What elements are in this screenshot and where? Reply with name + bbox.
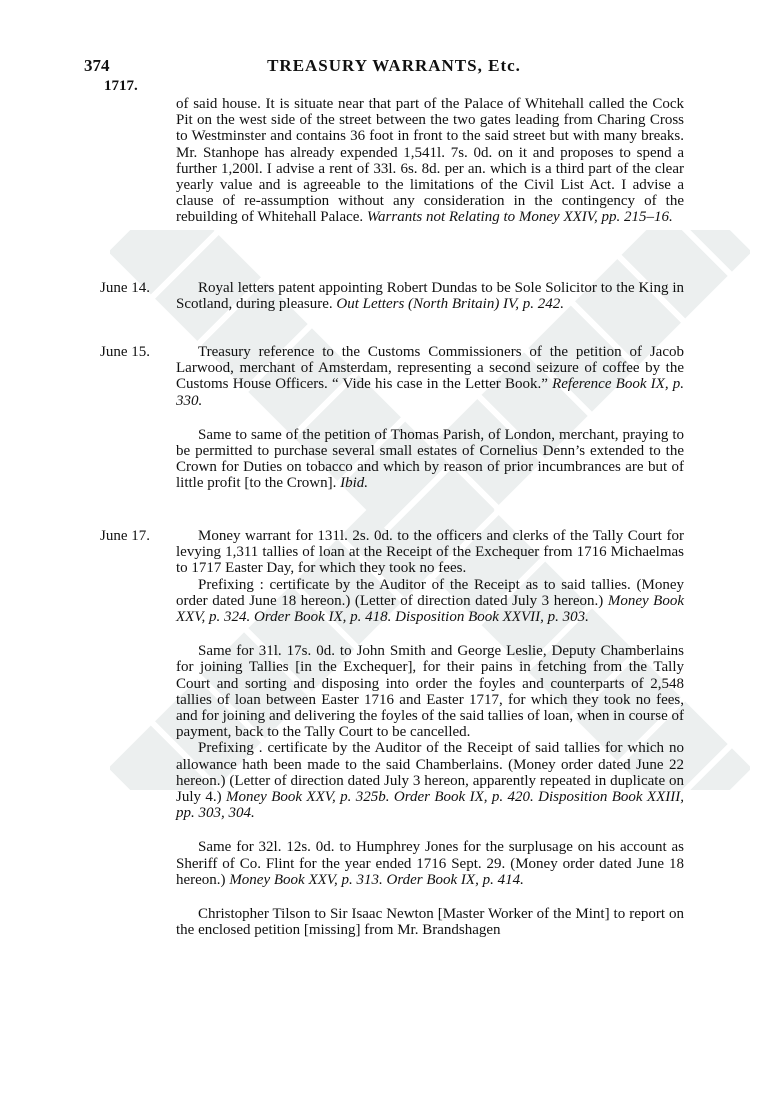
paragraph-text: Royal letters patent appointing Robert Dundas to be Sole Solicitor to the King in Scotland, during pleasure. [176,280,684,313]
paragraph [176,280,684,312]
paragraph [176,528,684,577]
entry-june-14 [100,280,684,312]
paragraph-reference: Money Book XXV, p. 325b. Order Book IX, p. 420. Disposition Book XXIII, pp. 303, 304. [176,789,684,822]
paragraph-text: Money warrant for 131l. 2s. 0d. to the officers and clerks of the Tally Court for levying 1,311 tallies of loan at the Receipt of the Exchequer from 1716 Michaelmas to 1717 Easter Day, for which they took no fees. [176,528,684,577]
paragraph-text: Treasury reference to the Customs Commissioners of the petition of Jacob Larwood, merchant of Amsterdam, representing a second seizure of coffee by the Customs House Officers. “ Vide his case in the Letter Book.” [176,344,684,393]
entry-body [176,280,684,312]
paragraph-reference: Warrants not Relating to Money XXIV, pp. 215–16. [366,209,673,226]
paragraph-text: Same for 31l. 17s. 0d. to John Smith and George Leslie, Deputy Chamberlains for joining Tallies [in the Exchequer], for their pains in fetching from the Tally Court and sorting and disposing into order the foyles and counterparts of 2,548 tallies of loan between Easter 1716 and Easter 1717, for which they took no fees, and for joining and delivering the foyles of the said tallies of loan, when in course of payment, back to the Tally Court to be cancelled. [176,643,684,741]
page-header [84,56,704,82]
paragraph [176,643,684,740]
paragraph-text: of said house. It is situate near that part of the Palace of Whitehall called the Cock Pit on the west side of the street between the two gates leading from Charing Cross to Westminster and contains 36 foot in front to the said street but with many breaks. Mr. Stanhope has already expended 1,541l. 7s. 0d. on it and proposes to spend a further 1,200l. I advise a rent of 33l. 6s. 8d. per an. which is a third part of the clear yearly value and is agreeable to the limitations of the Civil List Act. I advise a clause of re-assumption without any consideration in the contingency of the rebuilding of Whitehall Palace. [176,96,684,226]
paragraph [176,839,684,888]
entry-body [176,96,684,226]
year-marker: 1717. [104,78,138,94]
entry-continuation [100,96,684,226]
entry-date: June 14. [100,280,150,296]
entry-date: June 17. [100,528,150,544]
paragraph [176,427,684,492]
paragraph-reference: Money Book XXV, p. 313. Order Book IX, p. 414. [229,871,524,888]
paragraph-reference: Money Book XXV, p. 324. Order Book IX, p. 418. Disposition Book XXVII, p. 303. [176,592,684,626]
paragraph [176,96,684,226]
prefixing-paragraph [176,577,684,626]
entry-body [176,344,684,492]
paragraph-reference: Out Letters (North Britain) IV, p. 242. [336,296,565,313]
entry-june-15 [100,344,684,492]
page-number: 374 [84,56,110,75]
running-title: TREASURY WARRANTS, Etc. [267,56,521,75]
paragraph-text: Same to same of the petition of Thomas Parish, of London, merchant, praying to be permitted to purchase several small estates of Cornelius Denn’s extended to the Crown for Duties on tobacco and which by reason of prior incumbrances are but of little profit [to the Crown]. [176,426,684,492]
paragraph-text: Prefixing . certificate by the Auditor of the Receipt of said tallies for which no allowance hath been made to the said Chamberlains. (Money order dated June 22 hereon.) (Letter of direction dated July 3 hereon, apparently repeated in duplicate on July 4.) [176,740,684,806]
paragraph-reference: Ibid. [340,475,369,492]
paragraph [176,344,684,409]
entry-june-17 [100,528,684,938]
paragraph [176,906,684,938]
paragraph-text: Same for 32l. 12s. 0d. to Humphrey Jones for the surplusage on his account as Sheriff of Co. Flint for the year ended 1716 Sept. 29. (Money order dated June 18 hereon.) [176,839,684,888]
paragraph-text: Christopher Tilson to Sir Isaac Newton [Master Worker of the Mint] to report on the enclosed petition [missing] from Mr. Brandshagen [176,906,684,939]
paragraph-reference: Reference Book IX, p. 330. [176,376,685,409]
entry-body [176,528,684,938]
prefixing-paragraph [176,740,684,821]
paragraph-text: Prefixing : certificate by the Auditor of the Receipt as to said tallies. (Money order dated June 18 hereon.) (Letter of direction dated July 3 hereon.) [176,576,684,609]
entry-date: June 15. [100,344,150,360]
